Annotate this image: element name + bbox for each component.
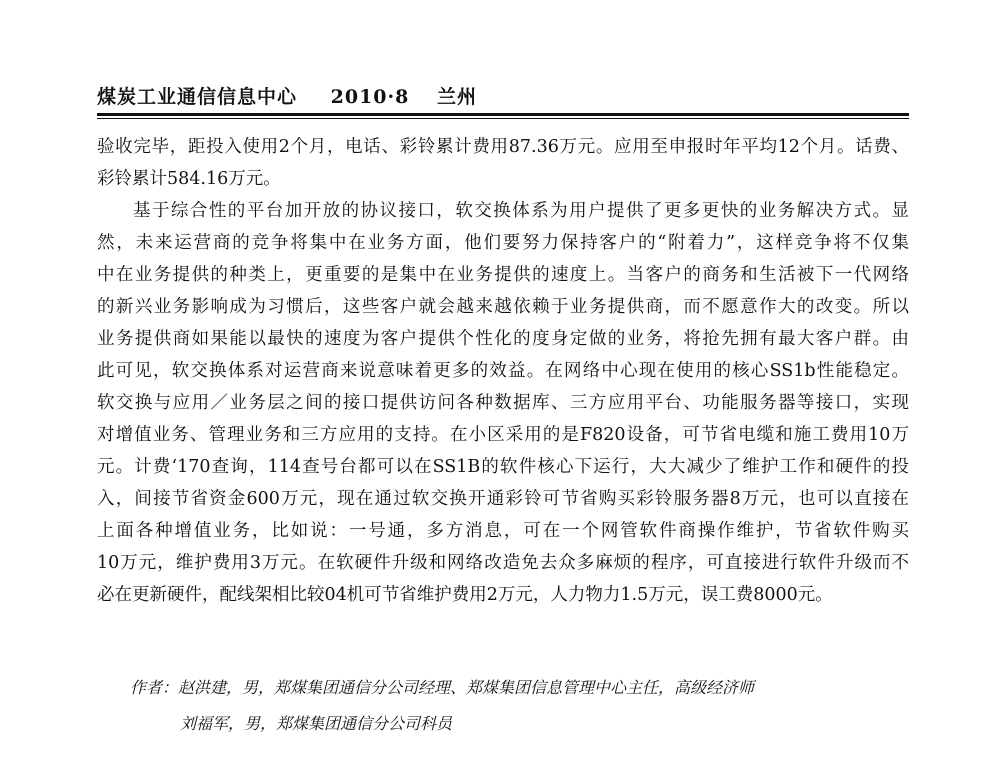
text-line: 彩铃累计584.16万元。	[97, 169, 281, 189]
running-header	[97, 82, 907, 112]
text-line: 然，未来运营商的竞争将集中在业务方面，他们要努力保持客户的“附着力”，这样竞争将不仅集	[97, 233, 909, 253]
header-issue: 2010·8	[330, 86, 410, 108]
body-text	[97, 131, 909, 611]
author-line-2: 刘福军，男，郑煤集团通信分公司科员	[180, 714, 453, 733]
text-line: 必在更新硬件，配线架相比较04机可节省维护费用2万元，人力物力1.5万元，误工费8000元。	[97, 585, 833, 605]
text-line: 元。计费‘170查询，114查号台都可以在SS1B的软件核心下运行，大大减少了维护工作和硬件的投	[97, 457, 909, 477]
text-line: 软交换与应用／业务层之间的接口提供访问各种数据库、三方应用平台、功能服务器等接口，实现	[97, 393, 909, 413]
text-line: 对增值业务、管理业务和三方应用的支持。在小区采用的是F820设备，可节省电缆和施工费用10万	[97, 425, 909, 445]
text-line: 上面各种增值业务，比如说：一号通，多方消息，可在一个网管软件商操作维护，节省软件购买	[97, 521, 909, 541]
text-line: 基于综合性的平台加开放的协议接口，软交换体系为用户提供了更多更快的业务解决方式。显	[133, 201, 909, 221]
header-place: 兰州	[436, 86, 477, 108]
paragraph-2	[97, 195, 909, 611]
text-line: 此可见，软交换体系对运营商来说意味着更多的效益。在网络中心现在使用的核心SS1b性能稳定。	[97, 361, 909, 381]
text-line: 验收完毕，距投入使用2个月，电话、彩铃累计费用87.36万元。应用至申报时年平均12个月。话费、	[97, 137, 909, 157]
author-line-1: 作者：赵洪建，男，郑煤集团通信分公司经理、郑煤集团信息管理中心主任，高级经济师	[130, 678, 755, 697]
text-line: 业务提供商如果能以最快的速度为客户提供个性化的度身定做的业务，将抢先拥有最大客户群。由	[97, 329, 909, 349]
header-journal-name: 煤炭工业通信信息中心	[97, 86, 298, 108]
header-rule-thin	[97, 118, 909, 119]
header-rule-thick	[97, 113, 909, 116]
author-info	[130, 670, 890, 742]
paragraph-1	[97, 131, 909, 195]
text-line: 的新兴业务影响成为习惯后，这些客户就会越来越依赖于业务提供商，而不愿意作大的改变。所以	[97, 297, 909, 317]
text-line: 中在业务提供的种类上，更重要的是集中在业务提供的速度上。当客户的商务和生活被下一代网络	[97, 265, 909, 285]
text-line: 10万元，维护费用3万元。在软硬件升级和网络改造免去众多麻烦的程序，可直接进行软件升级而不	[97, 553, 909, 573]
text-line: 入，间接节省资金600万元，现在通过软交换开通彩铃可节省购买彩铃服务器8万元，也可以直接在	[97, 489, 909, 509]
